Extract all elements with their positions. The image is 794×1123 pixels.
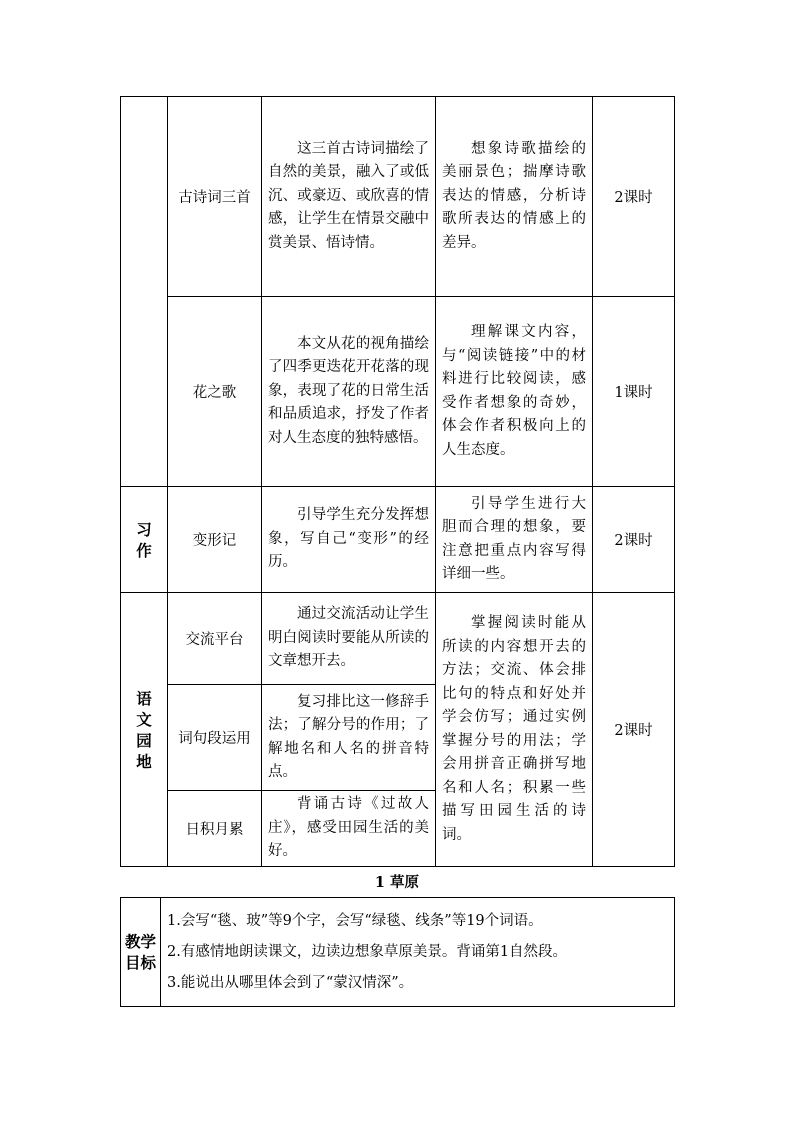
lesson-goal-cell — [436, 487, 593, 593]
unit-plan-table — [120, 96, 675, 867]
goal-item: 1.会写“毯、玻”等9个字，会写“绿毯、线条”等19个词语。 — [167, 912, 543, 929]
lesson-content: 背诵古诗《过故人庄》，感受田园生活的美好。 — [268, 796, 429, 860]
lesson-hours: 1课时 — [593, 297, 675, 487]
lesson-content-cell — [262, 685, 436, 791]
lesson-hours: 2课时 — [593, 487, 675, 593]
category-cell — [121, 593, 168, 867]
table-row — [121, 297, 675, 487]
lesson-name: 变形记 — [168, 487, 262, 593]
lesson-content: 本文从花的视角描绘了四季更迭花开花落的现象，表现了花的日常生活和品质追求，抒发了作者对人生态度的独特感悟。 — [268, 335, 429, 446]
lesson-content: 这三首古诗词描绘了自然的美景，融入了或低沉、或豪迈、或欣喜的情感，让学生在情景交融中赏美景、悟诗情。 — [268, 140, 429, 251]
lesson-name: 交流平台 — [168, 593, 262, 685]
lesson-content-cell — [262, 97, 436, 297]
goals-label: 教学目标 — [124, 932, 156, 972]
table-row — [121, 898, 675, 1007]
lesson-content-cell — [262, 487, 436, 593]
lesson-name: 古诗词三首 — [168, 97, 262, 297]
lesson-hours: 2课时 — [593, 593, 675, 867]
lesson-content: 复习排比这一修辞手法；了解分号的作用；了解地名和人名的拼音特点。 — [268, 693, 429, 780]
goal-item: 2.有感情地朗读课文，边读边想象草原美景。背诵第1自然段。 — [167, 943, 568, 960]
lesson-name: 花之歌 — [168, 297, 262, 487]
lesson-title: 1 草原 — [374, 874, 420, 891]
lesson-content-cell — [262, 593, 436, 685]
lesson-name: 词句段运用 — [168, 685, 262, 791]
table-row — [121, 487, 675, 593]
lesson-goal: 掌握阅读时能从所读的内容想开去的方法；交流、体会排比句的特点和好处并学会仿写；通过实例掌握分号的用法；学会用拼音正确拼写地名和人名；积累一些描写田园生活的诗词。 — [442, 615, 586, 843]
table-row — [121, 593, 675, 685]
lesson-hours: 2课时 — [593, 97, 675, 297]
lesson-goal-cell — [436, 297, 593, 487]
lesson-name: 日积月累 — [168, 791, 262, 867]
category-cell-empty — [121, 97, 168, 487]
lesson-goal-cell — [436, 97, 593, 297]
lesson-content: 引导学生充分发挥想象，写自己“变形”的经历。 — [268, 507, 429, 571]
goals-list-cell — [161, 898, 675, 1007]
lesson-goal: 理解课文内容，与“阅读链接”中的材料进行比较阅读，感受作者想象的奇妙，体会作者积极向上的人生态度。 — [442, 324, 586, 458]
lesson-goal-cell — [436, 593, 593, 867]
lesson-content-cell — [262, 791, 436, 867]
category-label: 语文园地 — [136, 688, 152, 771]
lesson-goal: 引导学生进行大胆而合理的想象，要注意把重点内容写得详细一些。 — [442, 495, 586, 582]
teaching-goals-table — [120, 897, 675, 1007]
lesson-content: 通过交流活动让学生明白阅读时要能从所读的文章想开去。 — [268, 606, 429, 670]
category-cell — [121, 487, 168, 593]
lesson-goal: 想象诗歌描绘的美丽景色；揣摩诗歌表达的情感，分析诗歌所表达的情感上的差异。 — [442, 140, 586, 251]
table-row — [121, 97, 675, 297]
goals-label-cell — [121, 898, 161, 1007]
lesson-content-cell — [262, 297, 436, 487]
goal-item: 3.能说出从哪里体会到了“蒙汉情深”。 — [167, 974, 414, 991]
category-label: 习作 — [136, 519, 152, 560]
